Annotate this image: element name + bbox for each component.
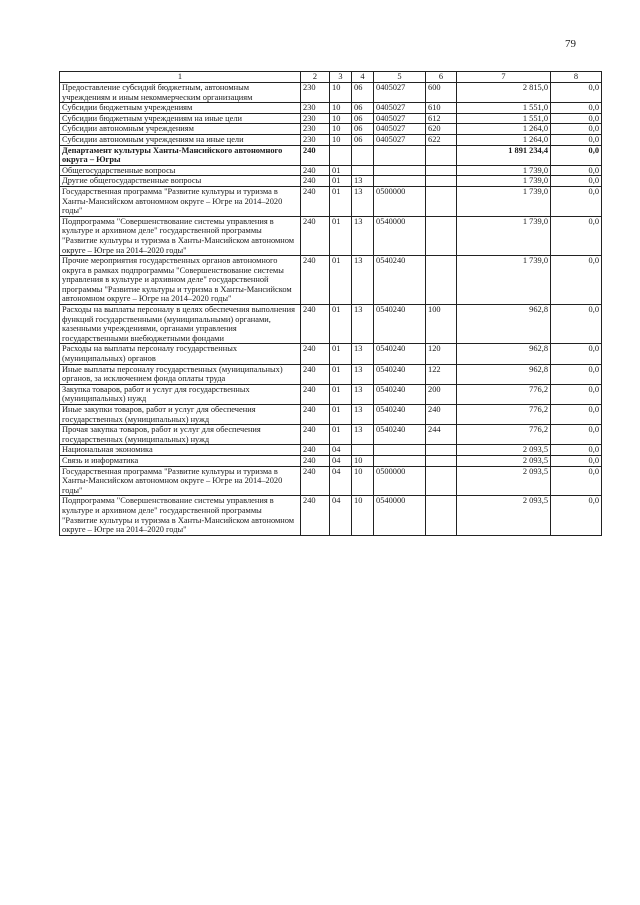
row-name-cell: Другие общегосударственные вопросы bbox=[60, 176, 301, 187]
amount-2-cell: 0,0 bbox=[551, 405, 602, 425]
grbs-cell: 240 bbox=[301, 186, 330, 216]
amount-cell: 1 264,0 bbox=[457, 124, 551, 135]
subsection-cell: 13 bbox=[352, 176, 374, 187]
table-row bbox=[60, 496, 602, 535]
header-cell: 7 bbox=[457, 72, 551, 83]
subsection-cell: 13 bbox=[352, 425, 374, 445]
subsection-cell: 13 bbox=[352, 384, 374, 404]
expense-type-cell bbox=[426, 466, 457, 496]
table-row bbox=[60, 256, 602, 305]
subsection-cell: 06 bbox=[352, 134, 374, 145]
grbs-cell: 240 bbox=[301, 496, 330, 535]
row-name-cell: Национальная экономика bbox=[60, 445, 301, 456]
amount-cell: 1 739,0 bbox=[457, 216, 551, 255]
grbs-cell: 240 bbox=[301, 216, 330, 255]
expense-type-cell: 244 bbox=[426, 425, 457, 445]
grbs-cell: 240 bbox=[301, 256, 330, 305]
subsection-cell: 06 bbox=[352, 83, 374, 103]
subsection-cell bbox=[352, 445, 374, 456]
section-cell: 01 bbox=[330, 425, 352, 445]
grbs-cell: 230 bbox=[301, 113, 330, 124]
subsection-cell: 06 bbox=[352, 124, 374, 135]
amount-cell: 962,8 bbox=[457, 344, 551, 364]
header-cell: 8 bbox=[551, 72, 602, 83]
grbs-cell: 240 bbox=[301, 405, 330, 425]
row-name-cell: Департамент культуры Ханты-Мансийского автономного округа – Югры bbox=[60, 145, 301, 165]
amount-cell: 2 093,5 bbox=[457, 496, 551, 535]
row-name-cell: Иные закупки товаров, работ и услуг для обеспечения государственных (муниципальных) нужд bbox=[60, 405, 301, 425]
table-row bbox=[60, 466, 602, 496]
section-cell: 01 bbox=[330, 256, 352, 305]
expense-type-cell: 620 bbox=[426, 124, 457, 135]
amount-2-cell: 0,0 bbox=[551, 165, 602, 176]
table-row bbox=[60, 305, 602, 344]
expense-type-cell: 600 bbox=[426, 83, 457, 103]
row-name-cell: Прочие мероприятия государственных органов автономного округа в рамках подпрограммы "Совершенствование системы управления в культуре и архивном деле" государственной программы "Развитие культуры и туризма в Ханты-Мансийском автономном округе – Югре на 2014–2020 годы" bbox=[60, 256, 301, 305]
target-article-cell: 0540240 bbox=[374, 384, 426, 404]
subsection-cell: 13 bbox=[352, 405, 374, 425]
section-cell: 04 bbox=[330, 496, 352, 535]
subsection-cell: 13 bbox=[352, 344, 374, 364]
expense-type-cell bbox=[426, 165, 457, 176]
expense-type-cell bbox=[426, 256, 457, 305]
section-cell: 10 bbox=[330, 83, 352, 103]
target-article-cell: 0540000 bbox=[374, 496, 426, 535]
amount-2-cell: 0,0 bbox=[551, 455, 602, 466]
expense-type-cell: 612 bbox=[426, 113, 457, 124]
expense-type-cell bbox=[426, 186, 457, 216]
row-name-cell: Подпрограмма "Совершенствование системы управления в культуре и архивном деле" государственной программы "Развитие культуры и туризма в Ханты-Мансийском автономном округе – Югре на 2014–2020 годы" bbox=[60, 496, 301, 535]
section-cell: 01 bbox=[330, 186, 352, 216]
section-cell bbox=[330, 145, 352, 165]
target-article-cell: 0500000 bbox=[374, 466, 426, 496]
amount-cell: 1 739,0 bbox=[457, 176, 551, 187]
subsection-cell: 06 bbox=[352, 113, 374, 124]
target-article-cell: 0540240 bbox=[374, 364, 426, 384]
subsection-cell: 10 bbox=[352, 455, 374, 466]
target-article-cell: 0540240 bbox=[374, 256, 426, 305]
target-article-cell: 0540000 bbox=[374, 216, 426, 255]
table-row bbox=[60, 216, 602, 255]
grbs-cell: 230 bbox=[301, 134, 330, 145]
expense-type-cell bbox=[426, 176, 457, 187]
amount-2-cell: 0,0 bbox=[551, 145, 602, 165]
row-name-cell: Субсидии бюджетным учреждениям bbox=[60, 103, 301, 114]
section-cell: 01 bbox=[330, 216, 352, 255]
grbs-cell: 240 bbox=[301, 145, 330, 165]
expense-type-cell bbox=[426, 455, 457, 466]
grbs-cell: 240 bbox=[301, 425, 330, 445]
section-cell: 10 bbox=[330, 103, 352, 114]
expense-type-cell bbox=[426, 496, 457, 535]
subsection-cell: 10 bbox=[352, 496, 374, 535]
amount-cell: 1 739,0 bbox=[457, 186, 551, 216]
grbs-cell: 240 bbox=[301, 344, 330, 364]
table-row bbox=[60, 384, 602, 404]
table-row bbox=[60, 83, 602, 103]
amount-cell: 1 739,0 bbox=[457, 256, 551, 305]
amount-cell: 776,2 bbox=[457, 384, 551, 404]
grbs-cell: 240 bbox=[301, 455, 330, 466]
expense-type-cell bbox=[426, 216, 457, 255]
expense-type-cell bbox=[426, 145, 457, 165]
table-row bbox=[60, 145, 602, 165]
section-cell: 04 bbox=[330, 455, 352, 466]
section-cell: 04 bbox=[330, 445, 352, 456]
subsection-cell bbox=[352, 145, 374, 165]
amount-2-cell: 0,0 bbox=[551, 425, 602, 445]
amount-cell: 2 093,5 bbox=[457, 466, 551, 496]
page-number: 79 bbox=[565, 38, 576, 50]
section-cell: 01 bbox=[330, 305, 352, 344]
subsection-cell: 13 bbox=[352, 216, 374, 255]
target-article-cell: 0540240 bbox=[374, 344, 426, 364]
grbs-cell: 240 bbox=[301, 445, 330, 456]
subsection-cell: 13 bbox=[352, 305, 374, 344]
budget-table bbox=[59, 71, 602, 536]
grbs-cell: 240 bbox=[301, 364, 330, 384]
section-cell: 10 bbox=[330, 124, 352, 135]
table-row bbox=[60, 186, 602, 216]
section-cell: 01 bbox=[330, 384, 352, 404]
expense-type-cell bbox=[426, 445, 457, 456]
table-header bbox=[60, 72, 602, 83]
section-cell: 01 bbox=[330, 405, 352, 425]
amount-2-cell: 0,0 bbox=[551, 256, 602, 305]
section-cell: 10 bbox=[330, 113, 352, 124]
subsection-cell: 13 bbox=[352, 186, 374, 216]
row-name-cell: Иные выплаты персоналу государственных (муниципальных) органов, за исключением фонда оплаты труда bbox=[60, 364, 301, 384]
row-name-cell: Предоставление субсидий бюджетным, автономным учреждениям и иным некоммерческим организациям bbox=[60, 83, 301, 103]
target-article-cell: 0405027 bbox=[374, 103, 426, 114]
section-cell: 01 bbox=[330, 344, 352, 364]
amount-2-cell: 0,0 bbox=[551, 466, 602, 496]
amount-cell: 1 739,0 bbox=[457, 165, 551, 176]
amount-cell: 2 093,5 bbox=[457, 445, 551, 456]
grbs-cell: 230 bbox=[301, 83, 330, 103]
target-article-cell: 0540240 bbox=[374, 305, 426, 344]
amount-cell: 2 093,5 bbox=[457, 455, 551, 466]
target-article-cell: 0540240 bbox=[374, 425, 426, 445]
expense-type-cell: 622 bbox=[426, 134, 457, 145]
amount-cell: 776,2 bbox=[457, 405, 551, 425]
expense-type-cell: 120 bbox=[426, 344, 457, 364]
grbs-cell: 240 bbox=[301, 384, 330, 404]
table-row bbox=[60, 165, 602, 176]
header-cell: 3 bbox=[330, 72, 352, 83]
target-article-cell bbox=[374, 176, 426, 187]
expense-type-cell: 100 bbox=[426, 305, 457, 344]
amount-2-cell: 0,0 bbox=[551, 445, 602, 456]
amount-cell: 1 264,0 bbox=[457, 134, 551, 145]
amount-cell: 1 551,0 bbox=[457, 113, 551, 124]
amount-cell: 1 551,0 bbox=[457, 103, 551, 114]
amount-2-cell: 0,0 bbox=[551, 186, 602, 216]
amount-cell: 962,8 bbox=[457, 364, 551, 384]
section-cell: 10 bbox=[330, 134, 352, 145]
table-row bbox=[60, 124, 602, 135]
row-name-cell: Подпрограмма "Совершенствование системы управления в культуре и архивном деле" государственной программы "Развитие культуры и туризма в Ханты-Мансийском автономном округе – Югре на 2014–2020 годы" bbox=[60, 216, 301, 255]
expense-type-cell: 610 bbox=[426, 103, 457, 114]
expense-type-cell: 200 bbox=[426, 384, 457, 404]
section-cell: 01 bbox=[330, 165, 352, 176]
table-row bbox=[60, 425, 602, 445]
amount-2-cell: 0,0 bbox=[551, 216, 602, 255]
target-article-cell bbox=[374, 145, 426, 165]
amount-2-cell: 0,0 bbox=[551, 83, 602, 103]
grbs-cell: 240 bbox=[301, 466, 330, 496]
table-row bbox=[60, 134, 602, 145]
section-cell: 04 bbox=[330, 466, 352, 496]
amount-2-cell: 0,0 bbox=[551, 305, 602, 344]
grbs-cell: 240 bbox=[301, 176, 330, 187]
amount-2-cell: 0,0 bbox=[551, 496, 602, 535]
target-article-cell: 0500000 bbox=[374, 186, 426, 216]
amount-cell: 962,8 bbox=[457, 305, 551, 344]
grbs-cell: 240 bbox=[301, 305, 330, 344]
target-article-cell: 0405027 bbox=[374, 83, 426, 103]
row-name-cell: Общегосударственные вопросы bbox=[60, 165, 301, 176]
expense-type-cell: 122 bbox=[426, 364, 457, 384]
subsection-cell: 13 bbox=[352, 256, 374, 305]
amount-2-cell: 0,0 bbox=[551, 103, 602, 114]
amount-2-cell: 0,0 bbox=[551, 113, 602, 124]
table-row bbox=[60, 113, 602, 124]
row-name-cell: Государственная программа "Развитие культуры и туризма в Ханты-Мансийском автономном округе – Югре на 2014–2020 годы" bbox=[60, 466, 301, 496]
header-cell: 4 bbox=[352, 72, 374, 83]
section-cell: 01 bbox=[330, 176, 352, 187]
grbs-cell: 240 bbox=[301, 165, 330, 176]
table-row bbox=[60, 445, 602, 456]
amount-cell: 1 891 234,4 bbox=[457, 145, 551, 165]
table-row bbox=[60, 103, 602, 114]
table-row bbox=[60, 344, 602, 364]
row-name-cell: Связь и информатика bbox=[60, 455, 301, 466]
row-name-cell: Субсидии бюджетным учреждениям на иные цели bbox=[60, 113, 301, 124]
target-article-cell: 0540240 bbox=[374, 405, 426, 425]
subsection-cell bbox=[352, 165, 374, 176]
target-article-cell bbox=[374, 455, 426, 466]
header-cell: 2 bbox=[301, 72, 330, 83]
grbs-cell: 230 bbox=[301, 124, 330, 135]
section-cell: 01 bbox=[330, 364, 352, 384]
target-article-cell: 0405027 bbox=[374, 134, 426, 145]
grbs-cell: 230 bbox=[301, 103, 330, 114]
subsection-cell: 06 bbox=[352, 103, 374, 114]
row-name-cell: Расходы на выплаты персоналу государственных (муниципальных) органов bbox=[60, 344, 301, 364]
amount-cell: 776,2 bbox=[457, 425, 551, 445]
table-row bbox=[60, 405, 602, 425]
target-article-cell: 0405027 bbox=[374, 113, 426, 124]
subsection-cell: 10 bbox=[352, 466, 374, 496]
amount-2-cell: 0,0 bbox=[551, 364, 602, 384]
header-row bbox=[60, 72, 602, 83]
table-row bbox=[60, 455, 602, 466]
amount-2-cell: 0,0 bbox=[551, 384, 602, 404]
amount-2-cell: 0,0 bbox=[551, 344, 602, 364]
subsection-cell: 13 bbox=[352, 364, 374, 384]
target-article-cell: 0405027 bbox=[374, 124, 426, 135]
expense-type-cell: 240 bbox=[426, 405, 457, 425]
table-body bbox=[60, 83, 602, 536]
row-name-cell: Государственная программа "Развитие культуры и туризма в Ханты-Мансийском автономном округе – Югре на 2014–2020 годы" bbox=[60, 186, 301, 216]
amount-2-cell: 0,0 bbox=[551, 124, 602, 135]
header-cell: 6 bbox=[426, 72, 457, 83]
amount-cell: 2 815,0 bbox=[457, 83, 551, 103]
row-name-cell: Субсидии автономным учреждениям bbox=[60, 124, 301, 135]
row-name-cell: Закупка товаров, работ и услуг для государственных (муниципальных) нужд bbox=[60, 384, 301, 404]
target-article-cell bbox=[374, 165, 426, 176]
row-name-cell: Прочая закупка товаров, работ и услуг для обеспечения государственных (муниципальных) нужд bbox=[60, 425, 301, 445]
header-cell: 1 bbox=[60, 72, 301, 83]
target-article-cell bbox=[374, 445, 426, 456]
table-row bbox=[60, 176, 602, 187]
amount-2-cell: 0,0 bbox=[551, 176, 602, 187]
header-cell: 5 bbox=[374, 72, 426, 83]
row-name-cell: Расходы на выплаты персоналу в целях обеспечения выполнения функций государственными (муниципальными) органами, казенными учреждениями, органами управления государственными внебюджетными фондами bbox=[60, 305, 301, 344]
amount-2-cell: 0,0 bbox=[551, 134, 602, 145]
table-row bbox=[60, 364, 602, 384]
row-name-cell: Субсидии автономным учреждениям на иные цели bbox=[60, 134, 301, 145]
